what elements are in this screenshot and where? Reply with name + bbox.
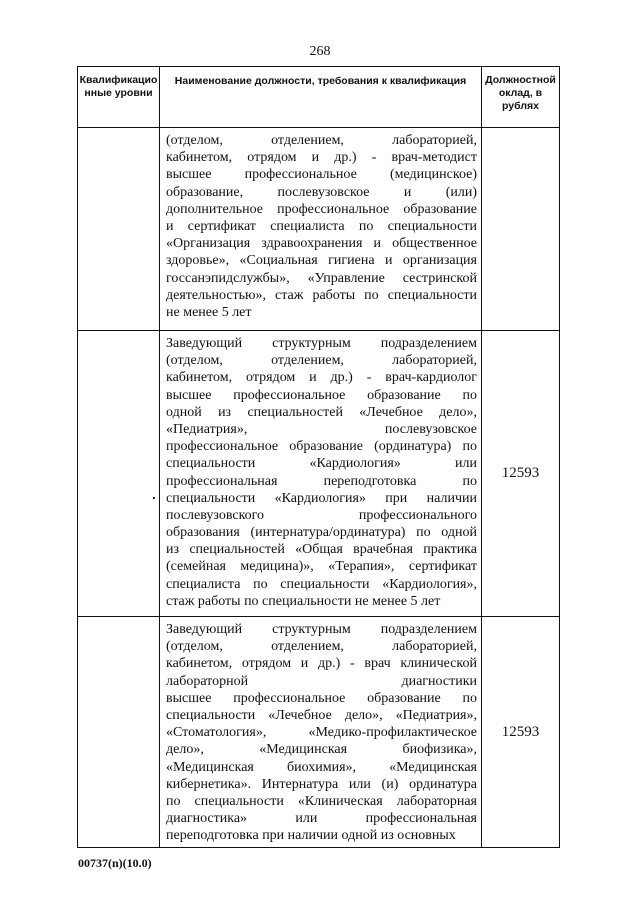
text-line: кабинетом, отрядом и др.) - врач-методист [166,150,477,166]
table-row [78,617,560,848]
text-line: профессиональная переподготовка по [166,473,477,489]
text-line: специальности «Кардиология» при наличии [166,490,477,506]
position-text [160,331,481,610]
level-cell [78,617,160,848]
text-line: кабинетом, отрядом и др.) - врач-кардиолог [166,370,477,386]
text-line: кибернетика». Интернатура или (и) ординатура [166,776,477,792]
text-line: «Организация здравоохранения и общественное [166,236,477,252]
position-cell [160,128,482,331]
text-line: специальности «Лечебное дело», «Педиатрия», [166,707,477,723]
text-line: дело», «Медицинская биофизика», [166,742,477,758]
text-line: (семейная медицина)», «Терапия», сертификат [166,559,477,575]
page-number: 268 [309,44,331,59]
text-line: профессиональное образование (ординатура) по [166,439,477,455]
position-cell [160,331,482,617]
text-line: диагностика» или профессиональная [166,811,477,827]
text-line: по специальности «Клиническая лабораторная [166,793,477,809]
text-line: «Педиатрия», послевузовское [166,421,477,437]
header-qualification-levels: Квалификацио нные уровни [78,67,160,128]
salary-cell: 12593 [482,617,560,848]
text-line: кабинетом, отрядом и др.) - врач клинической [166,656,477,672]
text-line: лабораторной диагностики [166,673,477,689]
text-line: «Медицинская биохимия», «Медицинская [166,759,477,775]
text-line: госсанэпидслужбы», «Управление сестринской [166,270,477,286]
text-line: (отделом, отделением, лабораторией, [166,353,477,369]
text-line: и сертификат специалиста по специальности [166,218,477,234]
position-text [160,128,481,321]
text-line: из специальностей «Общая врачебная практика [166,542,477,558]
text-line: деятельностью», стаж работы по специальности [166,287,477,303]
text-line: высшее профессиональное образование по [166,690,477,706]
table-row [78,128,560,331]
text-line: специальности «Кардиология» или [166,456,477,472]
header-position-name: Наименование должности, требования к квалификация [160,67,482,128]
salary-cell [482,128,560,331]
text-line: Заведующий структурным подразделением [166,336,477,351]
header-salary: Должностной оклад, в рублях [482,67,560,128]
text-line: послевузовского профессионального [166,507,477,523]
position-cell [160,617,482,848]
salary-cell: 12593 [482,331,560,617]
qualification-table [77,66,560,848]
text-line: не менее 5 лет [166,304,252,320]
table-row [78,331,560,617]
text-line: «Стоматология», «Медико-профилактическое [166,725,477,741]
level-cell [78,331,160,617]
text-line: высшее профессиональное образование по [166,387,477,403]
text-line: переподготовка при наличии одной из основных [166,828,456,844]
level-cell [78,128,160,331]
text-line: высшее профессиональное (медицинское) [166,167,477,183]
scan-speck [153,497,155,499]
text-line: (отделом, отделением, лабораторией, [166,639,477,655]
text-line: (отделом, отделением, лабораторией, [166,133,477,148]
text-line: здоровье», «Социальная гигиена и организация [166,253,477,269]
text-line: образование, послевузовское и (или) [166,184,477,200]
text-line: стаж работы по специальности не менее 5 лет [166,593,441,609]
text-line: Заведующий структурным подразделением [166,622,477,637]
position-text [160,617,481,844]
text-line: дополнительное профессиональное образование [166,201,477,217]
text-line: специалиста по специальности «Кардиология», [166,576,477,592]
table-header-row [78,67,560,128]
text-line: одной из специальностей «Лечебное дело», [166,404,477,420]
document-code: 00737(n)(10.0) [78,856,152,870]
text-line: образования (интернатура/ординатура) по одной [166,525,477,541]
